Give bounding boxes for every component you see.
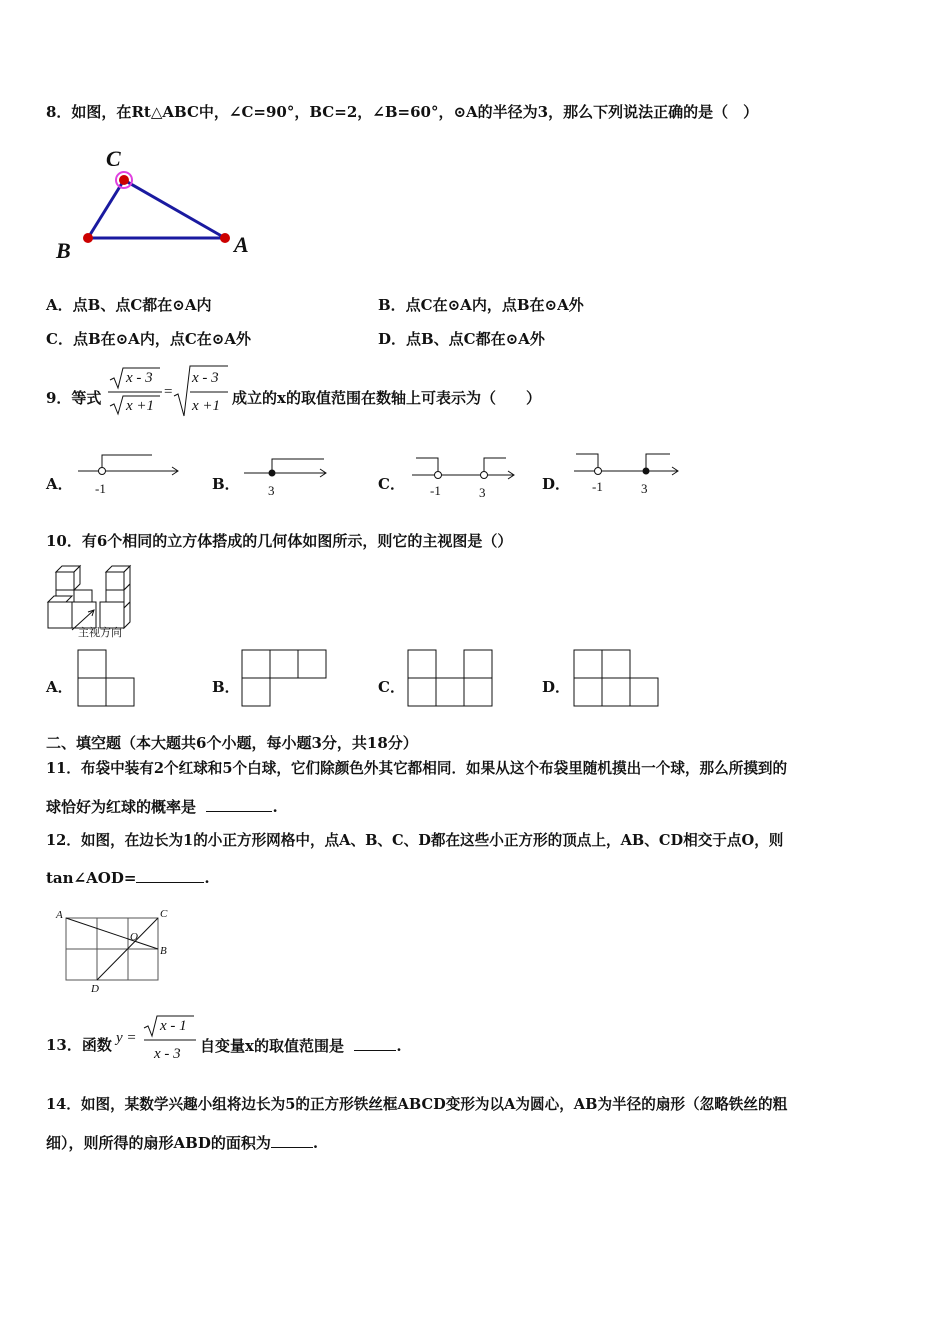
q10-direction-label: 主视方向 xyxy=(78,626,122,639)
q12-label-o: O xyxy=(130,931,138,943)
q13-answer-blank[interactable] xyxy=(354,1036,396,1051)
q9-option-b-numberline xyxy=(244,450,334,500)
q9-option-d-letter: D． xyxy=(542,475,571,493)
q13-suffix: 自变量x的取值范围是 . xyxy=(200,1037,402,1055)
q14-line1: 14．如图，某数学兴趣小组将边长为5的正方形铁丝框ABCD变形为以A为圆心，AB为半径的扇形（忽略铁丝的粗 xyxy=(46,1096,788,1113)
q12-line1: 12．如图，在边长为1的小正方形网格中，点A、B、C、D都在这些小正方形的顶点上，AB、CD相交于点O，则 xyxy=(46,832,784,849)
point-c xyxy=(119,175,129,185)
svg-text:3: 3 xyxy=(641,481,648,496)
q10-option-c-view xyxy=(408,650,498,710)
q8-option-b: B．点C在⊙A内，点B在⊙A外 xyxy=(378,296,584,314)
q8-triangle-figure xyxy=(50,140,270,270)
q9-option-b-letter: B． xyxy=(212,475,240,493)
q10-stem: 10．有6个相同的立方体搭成的几何体如图所示，则它的主视图是（） xyxy=(46,532,513,550)
q11-line1: 11．布袋中装有2个红球和5个白球，它们除颜色外其它都相同．如果从这个布袋里随机摸出一个球，那么所摸到的 xyxy=(46,760,788,777)
q9-option-c-numberline xyxy=(412,450,522,500)
q10-option-a-view xyxy=(78,650,138,710)
q9-option-c-letter: C． xyxy=(378,475,405,493)
q9-equation xyxy=(104,364,234,420)
svg-text:-1: -1 xyxy=(430,483,441,498)
q11-answer-blank[interactable] xyxy=(206,797,272,812)
q13-function xyxy=(114,1010,204,1066)
label-b: B xyxy=(56,238,71,263)
q9-option-a-numberline xyxy=(78,450,188,500)
svg-text:3: 3 xyxy=(479,485,486,500)
svg-text:=: = xyxy=(164,384,173,400)
q10-option-b-view xyxy=(242,650,332,710)
q12-grid-figure xyxy=(54,906,174,996)
q14-answer-blank[interactable] xyxy=(271,1133,313,1148)
q12-line2: tan∠AOD= . xyxy=(46,869,210,887)
q14-line2: 细），则所得的扇形ABD的面积为 . xyxy=(46,1134,319,1152)
q9-suffix: 成立的x的取值范围在数轴上可表示为（ ） xyxy=(232,389,541,407)
q11-line2: 球恰好为红球的概率是 . xyxy=(46,798,278,816)
svg-text:3: 3 xyxy=(268,483,275,498)
q10-option-b-letter: B． xyxy=(212,678,240,696)
svg-text:x +1: x +1 xyxy=(192,398,221,414)
svg-text:y =: y = xyxy=(116,1030,137,1046)
q8-option-a: A．点B、点C都在⊙A内 xyxy=(46,296,212,314)
q10-option-d-view xyxy=(574,650,664,710)
q12-label-b: B xyxy=(160,945,167,957)
svg-text:x - 1: x - 1 xyxy=(160,1018,187,1034)
label-a: A xyxy=(234,232,249,257)
q12-label-c: C xyxy=(160,908,168,920)
q9-option-a-letter: A． xyxy=(46,475,73,493)
q9-prefix: 9．等式 xyxy=(46,389,102,407)
q10-option-d-letter: D． xyxy=(542,678,571,696)
q10-option-a-letter: A． xyxy=(46,678,73,696)
svg-text:x - 3: x - 3 xyxy=(192,370,219,386)
svg-text:-1: -1 xyxy=(95,481,106,496)
label-c: C xyxy=(106,146,121,171)
q12-answer-blank[interactable] xyxy=(136,868,204,883)
svg-text:x +1: x +1 xyxy=(126,398,155,414)
svg-text:-1: -1 xyxy=(592,479,603,494)
point-b xyxy=(83,233,93,243)
q10-cube-figure xyxy=(44,562,154,642)
q13-prefix: 13．函数 xyxy=(46,1036,112,1054)
point-a xyxy=(220,233,230,243)
q9-option-d-numberline xyxy=(574,450,686,500)
section-2-heading: 二、填空题（本大题共6个小题，每小题3分，共18分） xyxy=(46,734,418,752)
q8-stem: 8．如图，在Rt△ABC中，∠C=90°，BC=2，∠B=60°，⊙A的半径为3，那么下列说法正确的是（ ） xyxy=(46,103,759,121)
q12-label-d: D xyxy=(91,983,99,995)
svg-text:x - 3: x - 3 xyxy=(154,1046,181,1062)
q12-label-a: A xyxy=(56,909,63,921)
q8-option-c: C．点B在⊙A内，点C在⊙A外 xyxy=(46,330,251,348)
svg-text:x - 3: x - 3 xyxy=(126,370,153,386)
q8-option-d: D．点B、点C都在⊙A外 xyxy=(378,330,545,348)
q10-option-c-letter: C． xyxy=(378,678,405,696)
